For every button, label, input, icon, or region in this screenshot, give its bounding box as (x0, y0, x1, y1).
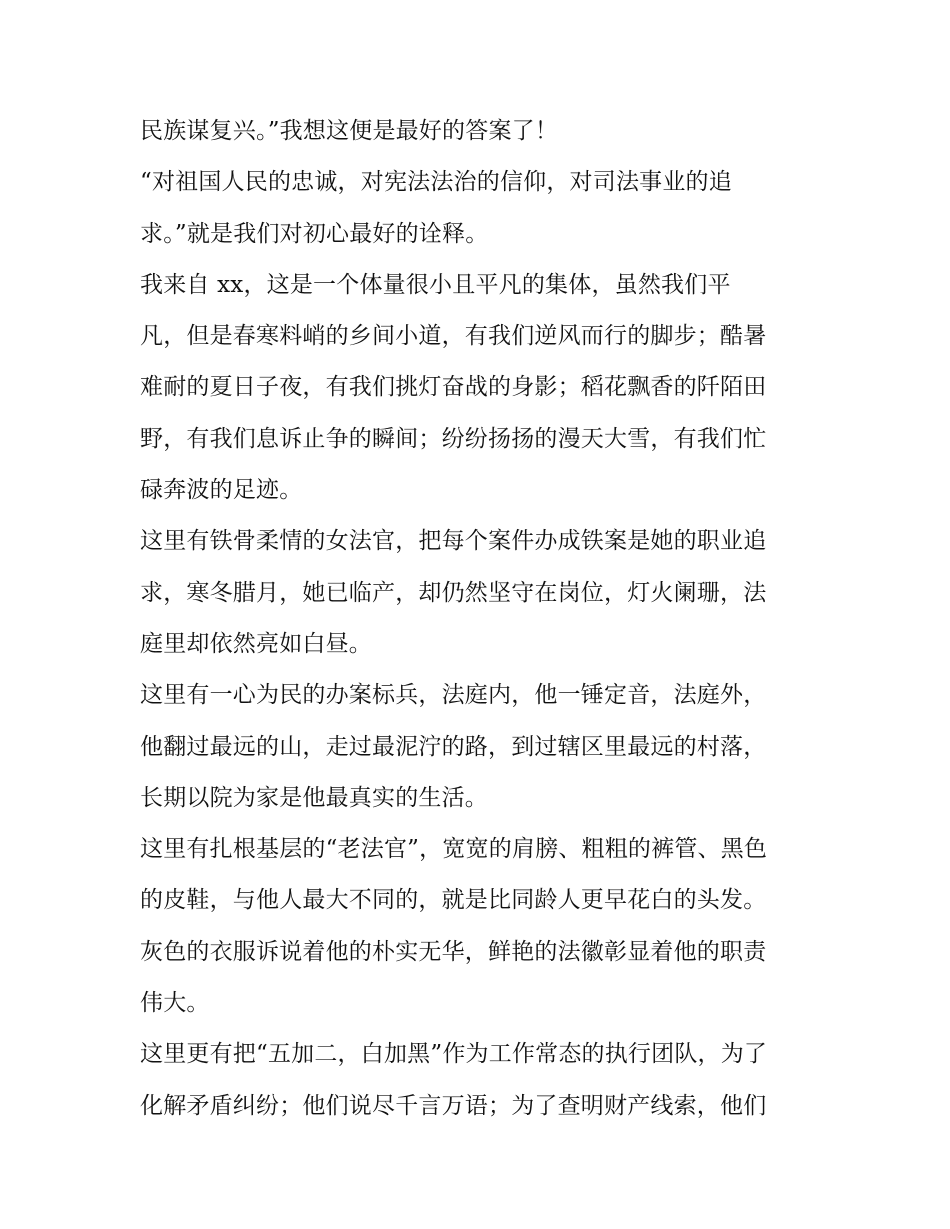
text-line: 难耐的夏日子夜，有我们挑灯奋战的身影；稻花飘香的阡陌田 (140, 374, 767, 401)
text-line: 凡，但是春寒料峭的乡间小道，有我们逆风而行的脚步；酷暑 (140, 323, 767, 350)
text-line: 灰色的衣服诉说着他的朴实无华，鲜艳的法徽彰显着他的职责 (140, 938, 767, 965)
text-line: 的皮鞋，与他人最大不同的，就是比同龄人更早花白的头发。 (140, 887, 767, 914)
text-line: 野，有我们息诉止争的瞬间；纷纷扬扬的漫天大雪，有我们忙 (140, 425, 767, 452)
text-line: 求，寒冬腊月，她已临产，却仍然坚守在岗位，灯火阑珊，法 (140, 579, 767, 606)
text-line: 这里有一心为民的办案标兵，法庭内，他一锤定音，法庭外， (140, 682, 767, 709)
text-line: 伟大。 (140, 990, 210, 1017)
text-line: 长期以院为家是他最真实的生活。 (140, 784, 488, 811)
document-body (140, 108, 820, 1134)
text-line: 他翻过最远的山，走过最泥泞的路，到过辖区里最远的村落， (140, 733, 767, 760)
text-line: 化解矛盾纠纷；他们说尽千言万语；为了查明财产线索，他们 (140, 1092, 767, 1119)
text-line: 求。”就是我们对初心最好的诠释。 (140, 220, 489, 247)
text-line: 这里有铁骨柔情的女法官，把每个案件办成铁案是她的职业追 (140, 528, 767, 555)
text-line: “对祖国人民的忠诚，对宪法法治的信仰，对司法事业的追 (140, 169, 732, 196)
text-line: 这里更有把“五加二，白加黑”作为工作常态的执行团队，为了 (140, 1041, 768, 1068)
text-line: 这里有扎根基层的“老法官”，宽宽的肩膀、粗粗的裤管、黑色 (140, 836, 768, 863)
text-line: 我来自 xx，这是一个体量很小且平凡的集体，虽然我们平 (140, 271, 731, 298)
text-line: 庭里却依然亮如白昼。 (140, 630, 372, 657)
text-line: 民族谋复兴。”我想这便是最好的答案了！ (140, 118, 559, 144)
text-line: 碌奔波的足迹。 (140, 477, 303, 504)
